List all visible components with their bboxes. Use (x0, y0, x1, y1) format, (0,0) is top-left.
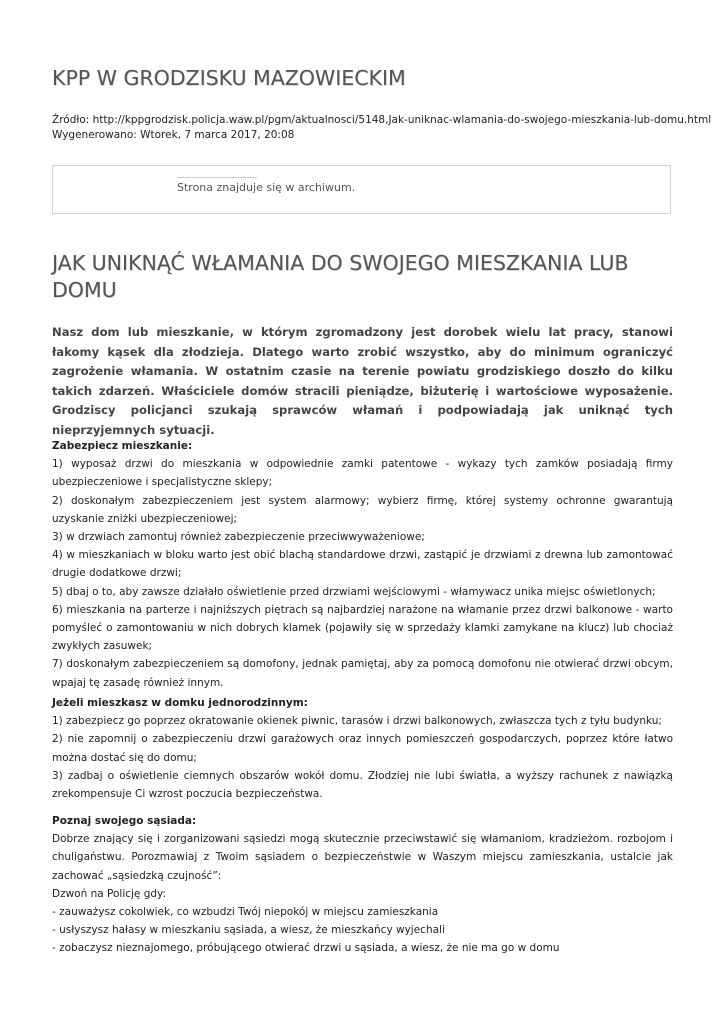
section-heading: Zabezpiecz mieszkanie: (52, 440, 193, 452)
list-item: 3) w drzwiach zamontuj również zabezpieczenie przeciwwyważeniowe; (52, 531, 425, 544)
list-item: - zauważysz cokolwiek, co wzbudzi Twój niepokój w miejscu zamieszkania (52, 906, 439, 919)
list-item: 3) zadbaj o oświetlenie ciemnych obszarów wokół domu. Złodziej nie lubi światła, a wyższy rachunek z nawiązką zrekompensuje Ci wzrost poczucia bezpieczeństwa. (52, 769, 673, 801)
paragraph: Dzwoń na Policję gdy: (52, 887, 167, 900)
list-item: - zobaczysz nieznajomego, próbującego otwierać drzwi u sąsiada, a wiesz, że nie ma go w domu (52, 942, 560, 955)
paragraph: Dobrze znający się i zorganizowani sąsiedzi mogą skutecznie przeciwstawić się włamaniom, kradzieżom. rozbojom i chuligaństwu. Porozmawiaj z Twoim sąsiadem o bezpieczeństwie w Waszym miejscu zamieszkania, ustalcie jak zachować „sąsiedzką czujność”: (52, 833, 673, 882)
list-item: 1) zabezpiecz go poprzez okratowanie okienek piwnic, tarasów i drzwi balkonowych, zwłaszcza tych z tyłu budynku; (52, 715, 662, 728)
list-item: - usłyszysz hałasy w mieszkaniu sąsiada, a wiesz, że mieszkańcy wyjechali (52, 924, 445, 937)
site-title: KPP W GRODZISKU MAZOWIECKIM (52, 66, 406, 90)
article-lead: Nasz dom lub mieszkanie, w którym zgromadzony jest dorobek wielu lat pracy, stanowi łakomy kąsek dla złodzieja. Dlatego warto zrobić wszystko, aby do minimum ograniczyć zagrożenie włamania. W ostatnim czasie na terenie powiatu grodziskiego doszło do kilku takich zdarzeń. Właściciele domów stracili pieniądze, biżuterię i wartościowe wyposażenie. Grodziscy policjanci szukają sprawców włamań i podpowiadają jak uniknąć tych nieprzyjemnych sytuacji. (52, 325, 673, 437)
list-item: 2) doskonałym zabezpieczeniem jest system alarmowy; wybierz firmę, której systemy ochronne gwarantują uzyskanie zniżki ubezpieczeniowej; (52, 494, 673, 525)
section-heading: Poznaj swojego sąsiada: (52, 815, 197, 827)
archive-notice-box (52, 165, 671, 214)
archive-notice: Strona znajduje się w archiwum. (177, 181, 356, 194)
section-know-neighbour (52, 812, 673, 958)
list-item: 1) wyposaż drzwi do mieszkania w odpowiednie zamki patentowe - wykazy tych zamków posiadają firmy ubezpieczeniowe i specjalistyczne sklepy; (52, 458, 673, 489)
source-line: Źródło: http://kppgrodzisk.policja.waw.pl/pgm/aktualnosci/5148,Jak-uniknac-wlamania-do-swojego-mieszkania-lub-domu.html (52, 114, 712, 126)
section-secure-apartment (52, 437, 673, 692)
list-item: 2) nie zapomnij o zabezpieczeniu drzwi garażowych oraz innych pomieszczeń gospodarczych, poprzez które łatwo można dostać się do domu; (52, 733, 673, 764)
list-item: 4) w mieszkaniach w bloku warto jest obić blachą standardowe drzwi, zastąpić je drzwiami z drewna lub zamontować drugie dodatkowe drzwi; (52, 549, 673, 580)
section-single-family-house (52, 694, 673, 803)
list-item: 7) doskonałym zabezpieczeniem są domofony, jednak pamiętaj, aby za pomocą domofonu nie otwierać drzwi obcym, wpajaj tę zasadę również innym. (52, 658, 673, 689)
article-title: JAK UNIKNĄĆ WŁAMANIA DO SWOJEGO MIESZKANIA LUB DOMU (52, 251, 629, 302)
list-item: 6) mieszkania na parterze i najniższych piętrach są najbardziej narażone na włamanie przez drzwi balkonowe - warto pomyśleć o zamontowaniu w nich dobrych klamek (pojawiły się w sprzedaży klamki zamykane na klucz) lub chociaż zwykłych zasuwek; (52, 603, 673, 653)
archive-divider (177, 177, 257, 178)
list-item: 5) dbaj o to, aby zawsze działało oświetlenie przed drzwiami wejściowymi - włamywacz unika miejsc oświetlonych; (52, 585, 656, 598)
generated-line: Wygenerowano: Wtorek, 7 marca 2017, 20:08 (52, 129, 295, 141)
section-heading: Jeżeli mieszkasz w domku jednorodzinnym: (52, 697, 308, 709)
document-meta (52, 113, 711, 143)
